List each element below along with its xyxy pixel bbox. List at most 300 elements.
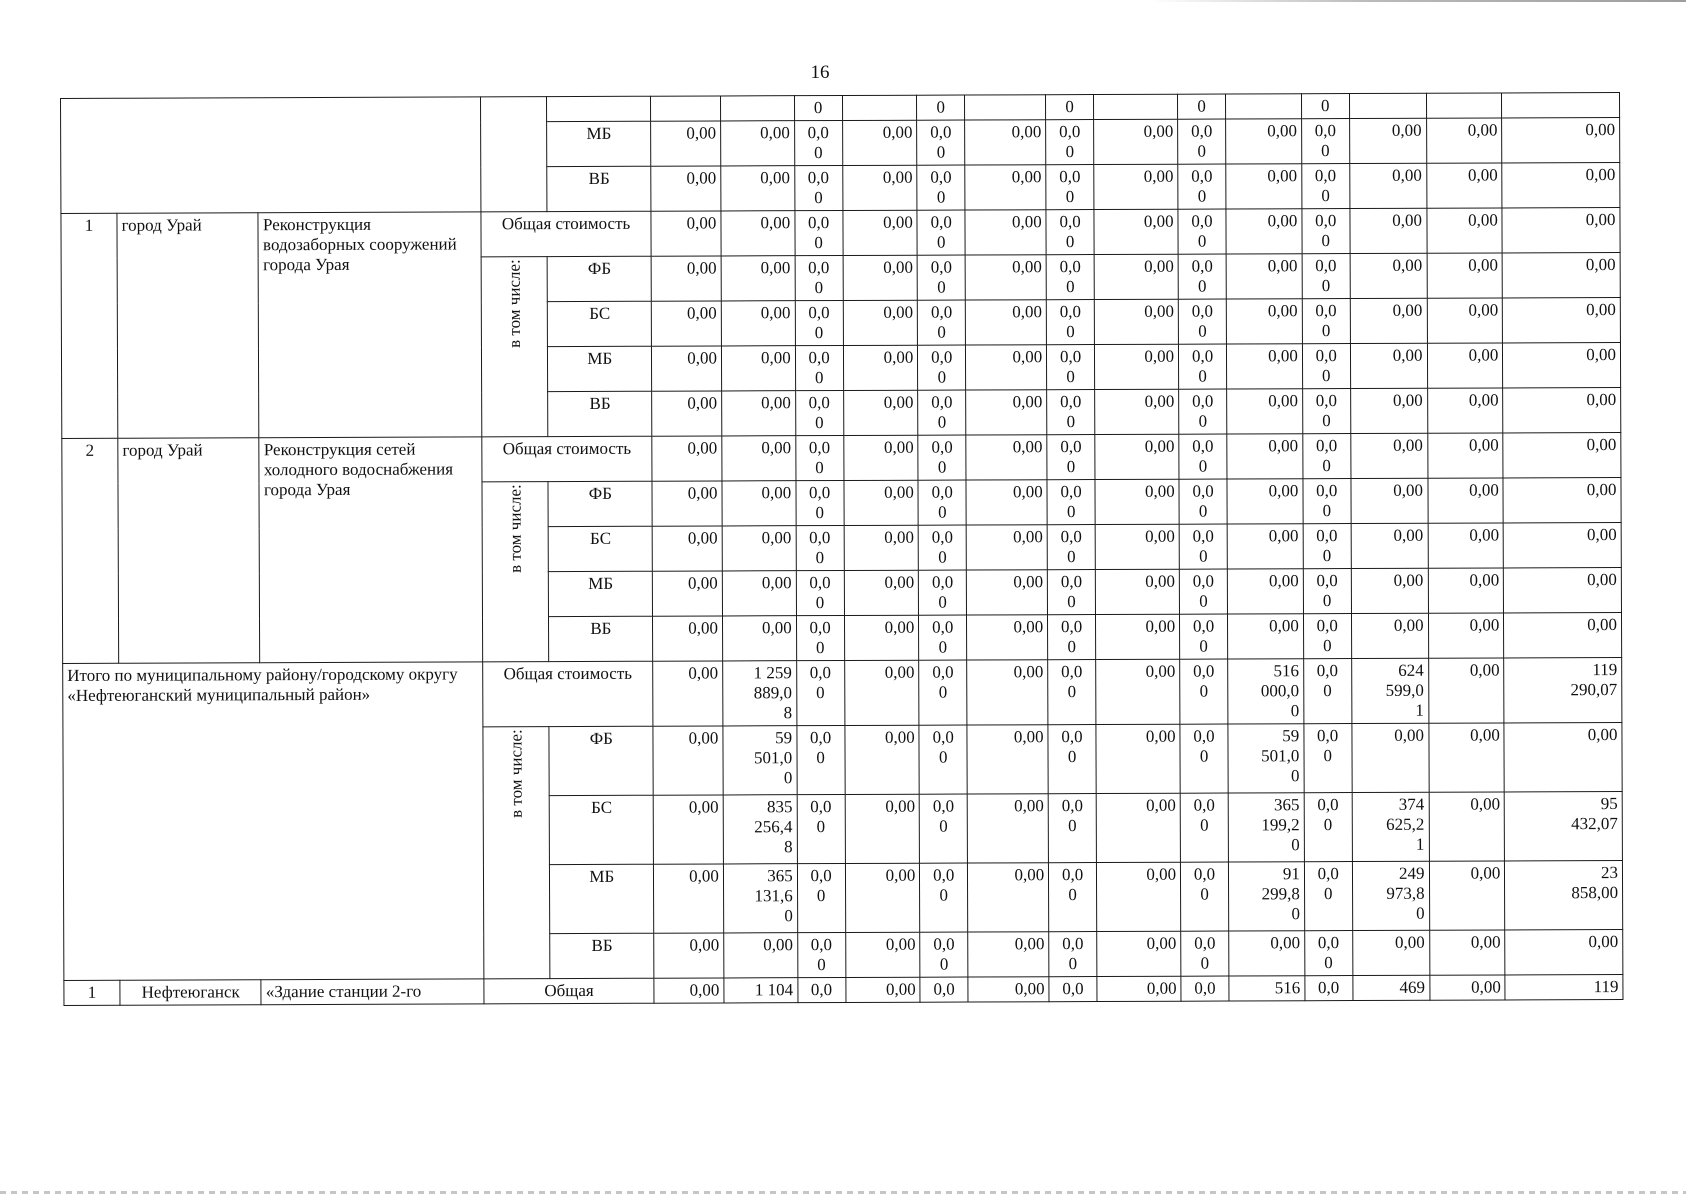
value-cell: 0 — [1046, 95, 1094, 120]
value-cell: 0,00 — [1226, 164, 1302, 209]
value-cell: 0,00 — [968, 932, 1049, 977]
value-cell: 0,0 0 — [1302, 344, 1350, 389]
value-cell: 0,00 — [1503, 478, 1621, 523]
value-cell: 0 — [917, 95, 965, 120]
value-cell: 0,00 — [653, 616, 723, 661]
value-cell: 0,0 0 — [1046, 210, 1094, 255]
value-cell: 0,0 0 — [919, 660, 967, 725]
value-cell: 516 000,0 0 — [1228, 659, 1304, 724]
including-vertical-label: в том числе: — [505, 484, 525, 573]
value-cell: 0,0 — [920, 977, 968, 1002]
value-cell: 0,0 0 — [797, 794, 845, 863]
budget-type-cell: БС — [548, 301, 652, 346]
value-cell: 0,00 — [843, 255, 918, 300]
value-cell: 95 432,07 — [1505, 792, 1623, 861]
value-cell: 0,00 — [721, 301, 795, 346]
value-cell: 0,00 — [1352, 930, 1429, 975]
value-cell: 119 — [1505, 975, 1623, 1000]
value-cell: 0,0 0 — [1047, 345, 1095, 390]
value-cell: 0,00 — [844, 660, 919, 725]
value-cell: 0,00 — [1095, 479, 1179, 524]
value-cell: 0,00 — [1097, 931, 1181, 976]
value-cell: 0 — [1301, 94, 1349, 119]
project-place: город Урай — [118, 438, 260, 664]
value-cell: 0,0 0 — [795, 390, 843, 435]
budget-table — [60, 92, 1623, 1006]
value-cell: 0,00 — [967, 615, 1048, 660]
value-cell: 0,0 0 — [796, 570, 844, 615]
value-cell: 0,00 — [651, 121, 721, 166]
value-cell: 0,00 — [845, 794, 920, 863]
value-cell: 1 104 — [724, 978, 798, 1003]
total-cost-label: Общая стоимость — [482, 436, 653, 482]
value-cell: 0,00 — [1428, 723, 1504, 792]
value-cell: 0,0 0 — [1304, 793, 1352, 862]
value-cell: 0,00 — [1094, 209, 1178, 254]
value-cell: 0,0 0 — [795, 300, 843, 345]
value-cell: 0,0 0 — [1048, 570, 1096, 615]
budget-type-cell: БС — [550, 795, 654, 864]
continuation-type-cell — [547, 96, 651, 121]
value-cell: 0,00 — [1350, 208, 1427, 253]
value-cell: 0,0 — [1305, 976, 1353, 1001]
value-cell: 0,00 — [1503, 433, 1621, 478]
budget-sheet — [60, 92, 1624, 1058]
budget-type-cell: БС — [549, 526, 653, 571]
value-cell — [1225, 94, 1301, 119]
value-cell: 0,0 0 — [1303, 614, 1351, 659]
value-cell: 0,00 — [721, 121, 795, 166]
value-cell: 0,00 — [651, 256, 721, 301]
value-cell: 0,00 — [1502, 118, 1620, 163]
value-cell — [1093, 94, 1177, 119]
value-cell: 249 973,8 0 — [1352, 861, 1429, 930]
value-cell: 0,0 0 — [918, 345, 966, 390]
value-cell: 0,00 — [1097, 976, 1181, 1001]
value-cell: 0,0 0 — [917, 120, 965, 165]
value-cell: 0,00 — [965, 165, 1046, 210]
value-cell: 0,00 — [1427, 388, 1503, 433]
value-cell: 0,00 — [965, 210, 1046, 255]
value-cell: 0,0 0 — [1178, 164, 1226, 209]
project-total-row — [62, 433, 1621, 484]
value-cell: 0,00 — [966, 390, 1047, 435]
value-cell: 0,00 — [1095, 614, 1179, 659]
value-cell: 0,0 0 — [919, 615, 967, 660]
value-cell: 0,00 — [1096, 862, 1180, 931]
value-cell: 0,00 — [966, 345, 1047, 390]
total-cost-label: Общая стоимость — [481, 211, 652, 257]
value-cell: 0,0 0 — [797, 725, 845, 794]
value-cell: 0,00 — [1227, 614, 1303, 659]
value-cell: 365 131,6 0 — [723, 864, 797, 933]
value-cell: 0 — [1178, 94, 1226, 119]
value-cell: 0,00 — [654, 933, 724, 978]
value-cell: 0,00 — [843, 480, 918, 525]
value-cell: 0,0 — [1049, 977, 1097, 1002]
value-cell: 0,0 0 — [794, 165, 842, 210]
value-cell: 0,0 0 — [1178, 119, 1226, 164]
value-cell: 0,0 0 — [1302, 389, 1350, 434]
value-cell: 0,00 — [844, 570, 919, 615]
value-cell: 0,00 — [722, 526, 796, 571]
value-cell: 0,0 0 — [1180, 724, 1228, 793]
project-number: 2 — [62, 438, 119, 663]
value-cell: 0,00 — [1227, 524, 1303, 569]
value-cell: 0,0 0 — [796, 480, 844, 525]
value-cell: 0,00 — [968, 977, 1049, 1002]
value-cell: 0,0 0 — [1047, 390, 1095, 435]
value-cell: 0,0 0 — [1179, 434, 1227, 479]
value-cell: 0,0 — [1181, 976, 1229, 1001]
subtotal-total-row — [63, 658, 1622, 729]
value-cell: 0,00 — [653, 571, 723, 616]
scan-edge-top — [1150, 0, 1686, 2]
value-cell: 0,0 0 — [796, 615, 844, 660]
value-cell: 0,0 0 — [795, 345, 843, 390]
value-cell: 0,0 0 — [1304, 862, 1352, 931]
value-cell: 0,00 — [1094, 119, 1178, 164]
value-cell: 0,00 — [1428, 613, 1504, 658]
value-cell: 0,00 — [1429, 792, 1505, 861]
value-cell: 0,00 — [968, 863, 1049, 932]
value-cell: 0,00 — [845, 932, 920, 977]
including-vertical-label: в том числе: — [504, 259, 524, 348]
project-number: 1 — [61, 213, 118, 438]
value-cell — [1426, 93, 1502, 118]
budget-type-cell: ВБ — [550, 933, 654, 978]
value-cell: 0,00 — [842, 210, 917, 255]
value-cell: 0,00 — [966, 570, 1047, 615]
value-cell: 0,00 — [1504, 568, 1622, 613]
value-cell: 0,0 0 — [1048, 725, 1096, 794]
value-cell: 0,00 — [965, 255, 1046, 300]
value-cell: 0,0 0 — [1047, 480, 1095, 525]
next-project-row — [64, 975, 1623, 1006]
value-cell: 0,00 — [652, 301, 722, 346]
value-cell: 0,0 0 — [1303, 569, 1351, 614]
value-cell: 0,00 — [1227, 434, 1303, 479]
value-cell: 0,00 — [1427, 298, 1503, 343]
including-cell — [482, 482, 549, 662]
value-cell: 0,0 0 — [1304, 724, 1352, 793]
total-cost-label: Общая стоимость — [483, 661, 654, 727]
value-cell: 0,00 — [844, 725, 919, 794]
value-cell: 0,00 — [1426, 163, 1502, 208]
value-cell: 374 625,2 1 — [1352, 792, 1429, 861]
value-cell: 0,0 0 — [795, 255, 843, 300]
value-cell: 0,00 — [653, 726, 723, 795]
value-cell: 0,00 — [966, 525, 1047, 570]
value-cell: 0,00 — [1429, 975, 1505, 1000]
value-cell — [842, 95, 917, 120]
value-cell: 0,00 — [1094, 299, 1178, 344]
value-cell: 0,0 0 — [1048, 615, 1096, 660]
value-cell: 0,00 — [653, 661, 723, 726]
budget-type-cell: МБ — [548, 346, 652, 391]
value-cell: 0,00 — [651, 166, 721, 211]
value-cell: 0,00 — [967, 725, 1048, 794]
value-cell: 0,00 — [1094, 254, 1178, 299]
value-cell: 0,00 — [1350, 388, 1427, 433]
value-cell: 0,0 0 — [1046, 120, 1094, 165]
value-cell: 0,00 — [1350, 298, 1427, 343]
value-cell: 0,00 — [1351, 478, 1428, 523]
value-cell: 0,00 — [1429, 930, 1505, 975]
value-cell: 0,00 — [652, 526, 722, 571]
value-cell: 0,00 — [722, 616, 796, 661]
value-cell: 0,0 0 — [796, 525, 844, 570]
value-cell: 365 199,2 0 — [1228, 793, 1304, 862]
value-cell: 0,00 — [724, 933, 798, 978]
value-cell: 0,0 0 — [1179, 389, 1227, 434]
value-cell: 0,00 — [1351, 613, 1428, 658]
value-cell: 0,00 — [1352, 723, 1429, 792]
value-cell: 0,0 0 — [1181, 931, 1229, 976]
continuation-blank-cell — [61, 97, 481, 214]
budget-type-cell: МБ — [547, 121, 651, 166]
value-cell: 0,00 — [721, 166, 795, 211]
subtotal-label: Итого по муниципальному району/городскому округу «Нефтеюганский муниципальный район» — [63, 662, 484, 981]
value-cell: 0,0 0 — [1047, 525, 1095, 570]
value-cell: 0,00 — [1096, 793, 1180, 862]
value-cell: 0,0 0 — [1181, 862, 1229, 931]
value-cell: 0,00 — [1095, 389, 1179, 434]
value-cell: 0,00 — [1349, 118, 1426, 163]
value-cell: 0,0 0 — [1303, 434, 1351, 479]
value-cell: 0,00 — [1226, 209, 1302, 254]
value-cell: 91 299,8 0 — [1228, 862, 1304, 931]
value-cell — [720, 96, 794, 121]
value-cell: 0,0 0 — [919, 570, 967, 615]
value-cell: 0,0 0 — [1046, 300, 1094, 345]
budget-type-cell: ФБ — [549, 726, 653, 795]
value-cell: 0,0 0 — [1179, 344, 1227, 389]
value-cell: 0,0 0 — [1178, 299, 1226, 344]
budget-type-cell: ФБ — [548, 481, 652, 526]
value-cell: 835 256,4 8 — [723, 795, 797, 864]
value-cell: 0,00 — [843, 345, 918, 390]
value-cell: 0,0 0 — [1049, 932, 1097, 977]
value-cell: 0,0 0 — [1305, 931, 1353, 976]
value-cell: 0,0 0 — [918, 390, 966, 435]
page-number: 16 — [810, 62, 830, 83]
project-name: «Здание станции 2-го — [261, 979, 484, 1005]
value-cell: 0,00 — [844, 615, 919, 660]
value-cell: 0,00 — [1503, 388, 1621, 433]
project-place: город Урай — [117, 213, 259, 439]
scan-edge-bottom — [0, 1191, 1686, 1194]
value-cell: 0,00 — [1229, 931, 1305, 976]
value-cell: 0,0 0 — [1179, 569, 1227, 614]
value-cell: 0,00 — [1350, 253, 1427, 298]
budget-type-cell: МБ — [549, 571, 653, 616]
value-cell: 0,00 — [1502, 163, 1620, 208]
value-cell: 0,00 — [1351, 568, 1428, 613]
value-cell: 624 599,0 1 — [1351, 658, 1428, 723]
value-cell: 0,0 0 — [1302, 299, 1350, 344]
value-cell: 0,00 — [721, 211, 795, 256]
value-cell: 0,00 — [1427, 433, 1503, 478]
value-cell: 0,00 — [843, 300, 918, 345]
value-cell: 0,00 — [653, 795, 723, 864]
value-cell: 0,00 — [1226, 299, 1302, 344]
including-vertical-label: в том числе: — [506, 729, 526, 818]
value-cell: 0,0 0 — [795, 210, 843, 255]
value-cell: 0,00 — [1428, 658, 1504, 723]
value-cell: 0,0 0 — [1047, 435, 1095, 480]
value-cell: 0,0 0 — [796, 435, 844, 480]
value-cell: 119 290,07 — [1504, 658, 1622, 723]
value-cell: 23 858,00 — [1505, 861, 1623, 930]
value-cell: 0,00 — [652, 436, 722, 481]
value-cell: 0,00 — [1504, 613, 1622, 658]
value-cell: 0,00 — [1428, 523, 1504, 568]
value-cell: 0,00 — [967, 660, 1048, 725]
value-cell: 0,0 0 — [1303, 524, 1351, 569]
value-cell: 0,0 0 — [1180, 659, 1228, 724]
budget-type-cell: ВБ — [548, 391, 652, 436]
value-cell: 0,0 0 — [1180, 793, 1228, 862]
value-cell: 0,0 0 — [1180, 614, 1228, 659]
value-cell: 59 501,0 0 — [723, 726, 797, 795]
value-cell: 0,00 — [652, 391, 722, 436]
value-cell: 1 259 889,0 8 — [723, 661, 797, 726]
value-cell: 0,0 0 — [918, 480, 966, 525]
project-name: Реконструкция сетей холодного водоснабжения города Урая — [259, 437, 482, 663]
project-name: Реконструкция водозаборных сооружений города Урая — [258, 212, 481, 438]
value-cell: 0,00 — [1503, 343, 1621, 388]
value-cell: 0,00 — [843, 390, 918, 435]
value-cell: 0,00 — [1351, 523, 1428, 568]
value-cell: 0,00 — [1226, 254, 1302, 299]
budget-type-cell: ФБ — [547, 256, 651, 301]
value-cell: 0,0 0 — [1303, 479, 1351, 524]
value-cell: 0,00 — [1350, 343, 1427, 388]
value-cell: 0,0 0 — [1178, 254, 1226, 299]
value-cell: 0,00 — [1502, 208, 1620, 253]
value-cell: 0,00 — [1428, 568, 1504, 613]
value-cell — [651, 96, 721, 121]
value-cell: 0,00 — [1227, 569, 1303, 614]
value-cell: 0,00 — [721, 256, 795, 301]
value-cell — [1349, 93, 1426, 118]
value-cell: 0,0 0 — [918, 435, 966, 480]
value-cell: 0,00 — [845, 863, 920, 932]
value-cell: 0,00 — [654, 864, 724, 933]
value-cell: 0,0 0 — [1302, 209, 1350, 254]
value-cell: 0,00 — [1427, 478, 1503, 523]
continuation-label-cell — [480, 97, 547, 212]
value-cell: 0,00 — [1096, 724, 1180, 793]
value-cell — [965, 95, 1046, 120]
value-cell: 0,0 0 — [1049, 863, 1097, 932]
project-total-row — [61, 208, 1620, 259]
value-cell: 0,0 0 — [917, 210, 965, 255]
value-cell: 0,00 — [1426, 118, 1502, 163]
value-cell: 0,00 — [1427, 343, 1503, 388]
value-cell: 516 — [1229, 976, 1305, 1001]
value-cell: 0,00 — [1504, 723, 1622, 792]
value-cell: 0,0 0 — [917, 165, 965, 210]
value-cell: 59 501,0 0 — [1228, 724, 1304, 793]
value-cell: 0,00 — [654, 978, 724, 1003]
value-cell: 0,00 — [966, 435, 1047, 480]
value-cell: 0,0 0 — [1178, 209, 1226, 254]
value-cell: 0,00 — [1094, 164, 1178, 209]
value-cell: 0,00 — [1429, 861, 1505, 930]
value-cell: 0,00 — [1095, 524, 1179, 569]
value-cell: 0,00 — [722, 571, 796, 616]
value-cell: 0,0 0 — [1179, 479, 1227, 524]
value-cell: 0,00 — [1505, 930, 1623, 975]
value-cell: 0,00 — [842, 165, 917, 210]
value-cell: 0,00 — [1503, 298, 1621, 343]
value-cell: 0,0 0 — [797, 932, 845, 977]
value-cell: 0,00 — [721, 346, 795, 391]
including-cell — [483, 727, 550, 979]
value-cell: 0,00 — [843, 435, 918, 480]
value-cell: 0,00 — [966, 480, 1047, 525]
value-cell: 0,00 — [1094, 344, 1178, 389]
value-cell: 0,00 — [722, 391, 796, 436]
value-cell: 0,00 — [1504, 523, 1622, 568]
value-cell: 469 — [1352, 975, 1429, 1000]
value-cell: 0,00 — [1502, 253, 1620, 298]
value-cell: 0,0 0 — [1048, 794, 1096, 863]
value-cell — [1502, 93, 1620, 118]
value-cell: 0,0 0 — [1301, 119, 1349, 164]
value-cell: 0,00 — [1227, 389, 1303, 434]
project-place: Нефтеюганск — [120, 980, 261, 1006]
value-cell: 0,0 0 — [1302, 164, 1350, 209]
budget-type-cell: ВБ — [549, 616, 653, 661]
value-cell: 0,00 — [1095, 569, 1179, 614]
value-cell: 0,00 — [967, 794, 1048, 863]
value-cell: 0,00 — [1426, 208, 1502, 253]
value-cell: 0,00 — [722, 481, 796, 526]
value-cell: 0,0 0 — [1302, 254, 1350, 299]
value-cell: 0,0 0 — [1048, 660, 1096, 725]
value-cell: 0,00 — [1226, 119, 1302, 164]
value-cell: 0,0 0 — [797, 863, 845, 932]
value-cell: 0,0 0 — [1046, 165, 1094, 210]
project-number: 1 — [64, 980, 120, 1005]
value-cell: 0,00 — [722, 436, 796, 481]
value-cell: 0,00 — [1349, 163, 1426, 208]
value-cell: 0,00 — [842, 120, 917, 165]
value-cell: 0,0 0 — [920, 863, 968, 932]
table-body — [61, 93, 1623, 1006]
value-cell: 0,0 0 — [917, 255, 965, 300]
value-cell: 0,0 0 — [1303, 659, 1351, 724]
value-cell: 0,0 0 — [1046, 255, 1094, 300]
total-cost-label: Общая — [484, 978, 655, 1004]
budget-type-cell: ВБ — [547, 166, 651, 211]
value-cell: 0,00 — [1226, 344, 1302, 389]
value-cell: 0 — [794, 95, 842, 120]
value-cell: 0,00 — [652, 481, 722, 526]
value-cell: 0,00 — [651, 211, 721, 256]
value-cell: 0,00 — [965, 120, 1046, 165]
value-cell: 0,00 — [652, 346, 722, 391]
value-cell: 0,00 — [965, 300, 1046, 345]
value-cell: 0,0 — [798, 977, 846, 1002]
value-cell: 0,0 0 — [919, 725, 967, 794]
value-cell: 0,00 — [844, 525, 919, 570]
including-cell — [481, 257, 548, 437]
value-cell: 0,0 0 — [794, 120, 842, 165]
